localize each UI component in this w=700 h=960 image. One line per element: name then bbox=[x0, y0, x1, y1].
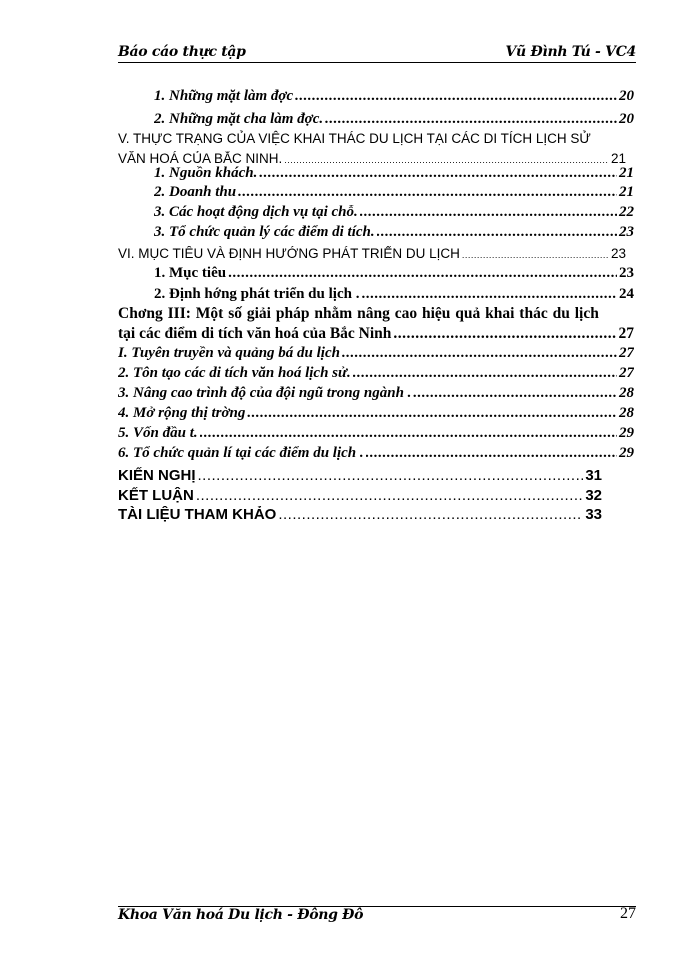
toc-entry-tai-lieu: TÀI LIỆU THAM KHẢO ..... 33 bbox=[118, 506, 602, 523]
toc-entry-ch3-2: 2. Tôn tạo các di tích văn hoá lịch sử. ..... 27 bbox=[118, 365, 634, 382]
footer-faculty: Khoa Văn hoá Du lịch - Đông Đô bbox=[118, 907, 364, 923]
toc-chapter-3-line1: Chơng III: Một số giải pháp nhằm nâng cao hiệu quả khai thác du lịch bbox=[118, 305, 599, 322]
toc-section-v-line1: V. THỰC TRẠNG CỦA VIỆC KHAI THÁC DU LỊCH TẠI CÁC DI TÍCH LỊCH SỬ bbox=[118, 131, 591, 146]
toc-entry-v-2: 2. Doanh thu ..... 21 bbox=[154, 184, 634, 201]
toc-entry-kien-nghi: KIẾN NGHỊ ..... 31 bbox=[118, 467, 602, 484]
header-right-author: Vũ Đình Tú - VC4 bbox=[505, 44, 636, 60]
toc-entry-iv-2: 2. Những mặt cha làm đợc. ..... 20 bbox=[154, 111, 634, 128]
toc-entry-ch3-1: I. Tuyên truyền và quảng bá du lịch ..... 27 bbox=[118, 345, 634, 362]
toc-chapter-3-line2: tại các điểm di tích văn hoá của Bắc Ninh ..... 27 bbox=[118, 325, 634, 343]
footer-page-number: 27 bbox=[620, 905, 636, 922]
toc-entry-vi-2: 2. Định hớng phát triển du lịch . ..... 24 bbox=[154, 286, 634, 303]
toc-entry-v-3: 3. Các hoạt động dịch vụ tại chỗ. ..... 22 bbox=[154, 204, 634, 221]
toc-entry-vi-1: 1. Mục tiêu ..... 23 bbox=[154, 265, 634, 282]
page-footer bbox=[118, 905, 636, 923]
toc-entry-iv-1: 1. Những mặt làm đợc ..... 20 bbox=[154, 88, 634, 105]
toc-entry-v-1: 1. Nguồn khách. ..... 21 bbox=[154, 165, 634, 182]
toc-entry-ch3-3: 3. Nâng cao trình độ của đội ngũ trong ngành . ..... 28 bbox=[118, 385, 634, 402]
toc-section-vi: VI. MỤC TIÊU VÀ ĐỊNH HƯỚNG PHÁT TRIỂN DU LỊCH ..... 23 bbox=[118, 246, 626, 261]
toc-entry-v-4: 3. Tổ chức quản lý các điểm di tích. ..... 23 bbox=[154, 224, 634, 241]
toc-entry-ch3-5: 5. Vốn đầu t. ..... 29 bbox=[118, 425, 634, 442]
header-left-title: Báo cáo thực tập bbox=[118, 44, 246, 60]
toc-section-v-line2: VĂN HOÁ CỦA BẮC NINH. ..... 21 bbox=[118, 151, 626, 166]
page-header bbox=[118, 44, 636, 63]
toc-entry-ch3-4: 4. Mở rộng thị trờng ..... 28 bbox=[118, 405, 634, 422]
toc-entry-ch3-6: 6. Tổ chức quản lí tại các điểm du lịch . ..... 29 bbox=[118, 445, 634, 462]
toc-entry-ket-luan: KẾT LUẬN ..... 32 bbox=[118, 487, 602, 504]
